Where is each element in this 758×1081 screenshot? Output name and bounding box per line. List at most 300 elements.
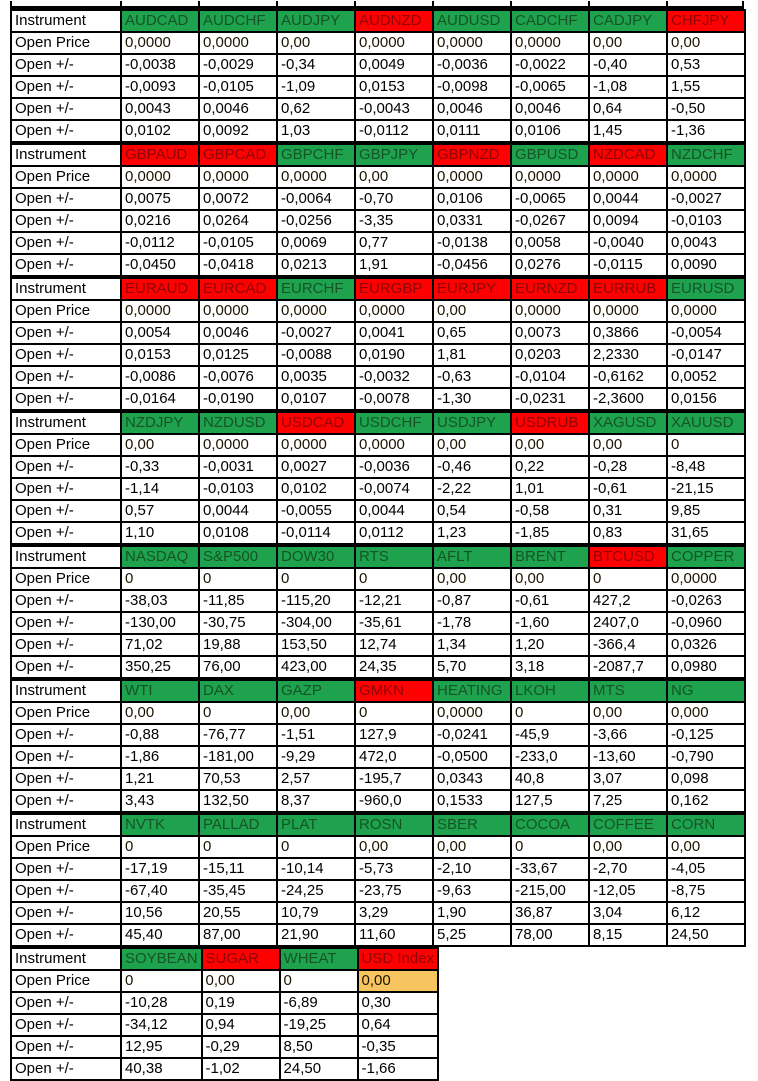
change-cell[interactable]: 0,31 — [589, 500, 667, 522]
change-cell[interactable]: 71,02 — [121, 634, 199, 656]
open-price-cell[interactable]: 0,00 — [433, 568, 511, 590]
change-cell[interactable]: 45,40 — [121, 924, 199, 946]
change-cell[interactable]: -9,63 — [433, 880, 511, 902]
change-cell[interactable]: -0,0500 — [433, 746, 511, 768]
change-cell[interactable]: 1,45 — [589, 120, 667, 142]
change-cell[interactable]: -67,40 — [121, 880, 199, 902]
instrument-header-cell[interactable]: CADJPY — [589, 10, 667, 32]
change-cell[interactable]: 0,0090 — [667, 254, 745, 276]
change-cell[interactable]: -2,3600 — [589, 388, 667, 410]
row-label-open-change[interactable]: Open +/- — [11, 98, 121, 120]
change-cell[interactable]: 36,87 — [511, 902, 589, 924]
row-label-instrument[interactable]: Instrument — [11, 546, 121, 568]
change-cell[interactable]: -181,00 — [199, 746, 277, 768]
open-price-cell[interactable]: 0,000 — [667, 702, 745, 724]
open-price-cell[interactable]: 0 — [355, 702, 433, 724]
change-cell[interactable]: -0,0064 — [277, 188, 355, 210]
open-price-cell[interactable]: 0,00 — [358, 970, 439, 992]
row-label-open-price[interactable]: Open Price — [11, 434, 121, 456]
change-cell[interactable]: 0,0046 — [433, 98, 511, 120]
change-cell[interactable]: -1,78 — [433, 612, 511, 634]
change-cell[interactable]: -8,48 — [667, 456, 745, 478]
change-cell[interactable]: 1,55 — [667, 76, 745, 98]
change-cell[interactable]: 0,0276 — [511, 254, 589, 276]
change-cell[interactable]: -0,46 — [433, 456, 511, 478]
instrument-header-cell[interactable]: EURGBP — [355, 278, 433, 300]
row-label-open-change[interactable]: Open +/- — [11, 322, 121, 344]
row-label-instrument[interactable]: Instrument — [11, 814, 121, 836]
change-cell[interactable]: 10,79 — [277, 902, 355, 924]
change-cell[interactable]: -76,77 — [199, 724, 277, 746]
change-cell[interactable]: 0,0069 — [277, 232, 355, 254]
change-cell[interactable]: 0,0343 — [433, 768, 511, 790]
instrument-header-cell[interactable]: AUDCAD — [121, 10, 199, 32]
row-label-open-change[interactable]: Open +/- — [11, 232, 121, 254]
open-price-cell[interactable]: 0 — [355, 568, 433, 590]
change-cell[interactable]: 1,34 — [433, 634, 511, 656]
instrument-header-cell[interactable]: NZDCAD — [589, 144, 667, 166]
open-price-cell[interactable]: 0,0000 — [667, 300, 745, 322]
row-label-open-change[interactable]: Open +/- — [11, 500, 121, 522]
row-label-open-change[interactable]: Open +/- — [11, 746, 121, 768]
change-cell[interactable]: -1,51 — [277, 724, 355, 746]
change-cell[interactable]: 0,83 — [589, 522, 667, 544]
change-cell[interactable]: -0,0065 — [511, 188, 589, 210]
row-label-open-change[interactable]: Open +/- — [11, 522, 121, 544]
open-price-cell[interactable]: 0,0000 — [199, 166, 277, 188]
change-cell[interactable]: 0,0203 — [511, 344, 589, 366]
change-cell[interactable]: 1,21 — [121, 768, 199, 790]
instrument-header-cell[interactable]: USDCAD — [277, 412, 355, 434]
change-cell[interactable]: 0,0106 — [433, 188, 511, 210]
row-label-instrument[interactable]: Instrument — [11, 278, 121, 300]
change-cell[interactable]: -0,50 — [667, 98, 745, 120]
row-label-open-change[interactable]: Open +/- — [11, 880, 121, 902]
change-cell[interactable]: 0,54 — [433, 500, 511, 522]
change-cell[interactable]: -15,11 — [199, 858, 277, 880]
change-cell[interactable]: 0,0156 — [667, 388, 745, 410]
instrument-header-cell[interactable]: GBPUSD — [511, 144, 589, 166]
change-cell[interactable]: 0,65 — [433, 322, 511, 344]
change-cell[interactable]: -0,29 — [202, 1036, 280, 1058]
row-label-open-change[interactable]: Open +/- — [11, 1014, 121, 1036]
change-cell[interactable]: -2,70 — [589, 858, 667, 880]
change-cell[interactable]: -0,0103 — [667, 210, 745, 232]
change-cell[interactable]: -10,28 — [121, 992, 202, 1014]
change-cell[interactable]: 0,0035 — [277, 366, 355, 388]
change-cell[interactable]: 1,03 — [277, 120, 355, 142]
change-cell[interactable]: -0,0043 — [355, 98, 433, 120]
change-cell[interactable]: 0,0111 — [433, 120, 511, 142]
open-price-cell[interactable]: 0,00 — [589, 702, 667, 724]
open-price-cell[interactable]: 0,0000 — [433, 702, 511, 724]
change-cell[interactable]: -0,0114 — [277, 522, 355, 544]
change-cell[interactable]: 20,55 — [199, 902, 277, 924]
open-price-cell[interactable]: 0 — [667, 434, 745, 456]
change-cell[interactable]: 153,50 — [277, 634, 355, 656]
change-cell[interactable]: -0,0055 — [277, 500, 355, 522]
row-label-open-change[interactable]: Open +/- — [11, 478, 121, 500]
change-cell[interactable]: -0,34 — [277, 54, 355, 76]
change-cell[interactable]: -2,22 — [433, 478, 511, 500]
open-price-cell[interactable]: 0,0000 — [199, 300, 277, 322]
row-label-open-change[interactable]: Open +/- — [11, 768, 121, 790]
change-cell[interactable]: 24,50 — [667, 924, 745, 946]
change-cell[interactable]: -33,67 — [511, 858, 589, 880]
change-cell[interactable]: 0,0043 — [121, 98, 199, 120]
change-cell[interactable]: -0,0032 — [355, 366, 433, 388]
change-cell[interactable]: 40,38 — [121, 1058, 202, 1080]
change-cell[interactable]: 1,20 — [511, 634, 589, 656]
change-cell[interactable]: 132,50 — [199, 790, 277, 812]
instrument-header-cell[interactable]: HEATING — [433, 680, 511, 702]
open-price-cell[interactable]: 0,00 — [433, 434, 511, 456]
change-cell[interactable]: 12,95 — [121, 1036, 202, 1058]
change-cell[interactable]: 427,2 — [589, 590, 667, 612]
open-price-cell[interactable]: 0,00 — [355, 166, 433, 188]
instrument-header-cell[interactable]: EURCHF — [277, 278, 355, 300]
change-cell[interactable]: -23,75 — [355, 880, 433, 902]
change-cell[interactable]: 8,37 — [277, 790, 355, 812]
open-price-cell[interactable]: 0,0000 — [121, 166, 199, 188]
change-cell[interactable]: 0,0092 — [199, 120, 277, 142]
row-label-open-change[interactable]: Open +/- — [11, 54, 121, 76]
change-cell[interactable]: -0,6162 — [589, 366, 667, 388]
open-price-cell[interactable]: 0,00 — [589, 836, 667, 858]
instrument-header-cell[interactable]: USDJPY — [433, 412, 511, 434]
change-cell[interactable]: 0,64 — [589, 98, 667, 120]
open-price-cell[interactable]: 0 — [511, 702, 589, 724]
change-cell[interactable]: 0,0213 — [277, 254, 355, 276]
change-cell[interactable]: 0,0107 — [277, 388, 355, 410]
instrument-header-cell[interactable]: XAUUSD — [667, 412, 745, 434]
change-cell[interactable]: -0,70 — [355, 188, 433, 210]
change-cell[interactable]: -35,45 — [199, 880, 277, 902]
change-cell[interactable]: -11,85 — [199, 590, 277, 612]
change-cell[interactable]: -366,4 — [589, 634, 667, 656]
change-cell[interactable]: 40,8 — [511, 768, 589, 790]
change-cell[interactable]: -0,0065 — [511, 76, 589, 98]
row-label-instrument[interactable]: Instrument — [11, 680, 121, 702]
change-cell[interactable]: -0,0036 — [433, 54, 511, 76]
change-cell[interactable]: 127,9 — [355, 724, 433, 746]
change-cell[interactable]: -0,88 — [121, 724, 199, 746]
instrument-header-cell[interactable]: NZDJPY — [121, 412, 199, 434]
change-cell[interactable]: -0,0031 — [199, 456, 277, 478]
instrument-header-cell[interactable]: COPPER — [667, 546, 745, 568]
row-label-open-change[interactable]: Open +/- — [11, 992, 121, 1014]
row-label-open-change[interactable]: Open +/- — [11, 388, 121, 410]
open-price-cell[interactable]: 0,00 — [355, 836, 433, 858]
change-cell[interactable]: 0,0102 — [277, 478, 355, 500]
change-cell[interactable]: 0,0044 — [199, 500, 277, 522]
instrument-header-cell[interactable]: WHEAT — [280, 948, 358, 970]
open-price-cell[interactable]: 0,00 — [667, 32, 745, 54]
instrument-header-cell[interactable]: SBER — [433, 814, 511, 836]
row-label-open-change[interactable]: Open +/- — [11, 612, 121, 634]
change-cell[interactable]: -21,15 — [667, 478, 745, 500]
open-price-cell[interactable]: 0,0000 — [121, 32, 199, 54]
row-label-open-change[interactable]: Open +/- — [11, 656, 121, 678]
change-cell[interactable]: -0,0086 — [121, 366, 199, 388]
change-cell[interactable]: 0,0044 — [589, 188, 667, 210]
instrument-header-cell[interactable]: AFLT — [433, 546, 511, 568]
change-cell[interactable]: -19,25 — [280, 1014, 358, 1036]
change-cell[interactable]: 0,94 — [202, 1014, 280, 1036]
change-cell[interactable]: 0,0153 — [355, 76, 433, 98]
instrument-header-cell[interactable]: S&P500 — [199, 546, 277, 568]
change-cell[interactable]: -1,86 — [121, 746, 199, 768]
open-price-cell[interactable]: 0,0000 — [355, 300, 433, 322]
instrument-header-cell[interactable]: NVTK — [121, 814, 199, 836]
row-label-open-price[interactable]: Open Price — [11, 836, 121, 858]
instrument-header-cell[interactable]: AUDJPY — [277, 10, 355, 32]
change-cell[interactable]: -0,0112 — [121, 232, 199, 254]
change-cell[interactable]: -0,0036 — [355, 456, 433, 478]
instrument-header-cell[interactable]: MTS — [589, 680, 667, 702]
change-cell[interactable]: 0,62 — [277, 98, 355, 120]
change-cell[interactable]: -2,10 — [433, 858, 511, 880]
change-cell[interactable]: -0,125 — [667, 724, 745, 746]
change-cell[interactable]: -0,0456 — [433, 254, 511, 276]
change-cell[interactable]: 1,91 — [355, 254, 433, 276]
open-price-cell[interactable]: 0,0000 — [667, 568, 745, 590]
row-label-open-price[interactable]: Open Price — [11, 166, 121, 188]
change-cell[interactable]: 0,0046 — [199, 98, 277, 120]
change-cell[interactable]: -12,05 — [589, 880, 667, 902]
row-label-instrument[interactable]: Instrument — [11, 412, 121, 434]
row-label-open-change[interactable]: Open +/- — [11, 120, 121, 142]
change-cell[interactable]: -304,00 — [277, 612, 355, 634]
instrument-header-cell[interactable]: GBPCHF — [277, 144, 355, 166]
change-cell[interactable]: 24,35 — [355, 656, 433, 678]
instrument-header-cell[interactable]: XAGUSD — [589, 412, 667, 434]
change-cell[interactable]: -1,08 — [589, 76, 667, 98]
change-cell[interactable]: 0,0331 — [433, 210, 511, 232]
instrument-header-cell[interactable]: GBPCAD — [199, 144, 277, 166]
open-price-cell[interactable]: 0,0000 — [433, 32, 511, 54]
instrument-header-cell[interactable]: BTCUSD — [589, 546, 667, 568]
change-cell[interactable]: -233,0 — [511, 746, 589, 768]
open-price-cell[interactable]: 0 — [199, 836, 277, 858]
change-cell[interactable]: 3,07 — [589, 768, 667, 790]
instrument-header-cell[interactable]: EURNZD — [511, 278, 589, 300]
change-cell[interactable]: 0,0264 — [199, 210, 277, 232]
open-price-cell[interactable]: 0 — [280, 970, 358, 992]
change-cell[interactable]: 0,1533 — [433, 790, 511, 812]
instrument-header-cell[interactable]: SOYBEAN — [121, 948, 202, 970]
change-cell[interactable]: -0,0263 — [667, 590, 745, 612]
change-cell[interactable]: -0,0190 — [199, 388, 277, 410]
open-price-cell[interactable]: 0,0000 — [355, 32, 433, 54]
open-price-cell[interactable]: 0 — [511, 836, 589, 858]
instrument-header-cell[interactable]: AUDUSD — [433, 10, 511, 32]
change-cell[interactable]: -0,35 — [358, 1036, 439, 1058]
instrument-header-cell[interactable]: DOW30 — [277, 546, 355, 568]
change-cell[interactable]: 0,0072 — [199, 188, 277, 210]
change-cell[interactable]: -0,63 — [433, 366, 511, 388]
change-cell[interactable]: -24,25 — [277, 880, 355, 902]
change-cell[interactable]: -45,9 — [511, 724, 589, 746]
change-cell[interactable]: 0,0027 — [277, 456, 355, 478]
change-cell[interactable]: 0,0054 — [121, 322, 199, 344]
change-cell[interactable]: 2407,0 — [589, 612, 667, 634]
row-label-open-change[interactable]: Open +/- — [11, 1036, 121, 1058]
change-cell[interactable]: 9,85 — [667, 500, 745, 522]
change-cell[interactable]: 21,90 — [277, 924, 355, 946]
instrument-header-cell[interactable]: NASDAQ — [121, 546, 199, 568]
change-cell[interactable]: -2087,7 — [589, 656, 667, 678]
change-cell[interactable]: 78,00 — [511, 924, 589, 946]
row-label-open-change[interactable]: Open +/- — [11, 1058, 121, 1080]
change-cell[interactable]: 0,098 — [667, 768, 745, 790]
change-cell[interactable]: 0,0112 — [355, 522, 433, 544]
open-price-cell[interactable]: 0,0000 — [589, 300, 667, 322]
open-price-cell[interactable]: 0,00 — [121, 434, 199, 456]
change-cell[interactable]: -0,61 — [511, 590, 589, 612]
change-cell[interactable]: -13,60 — [589, 746, 667, 768]
instrument-header-cell[interactable]: PLAT — [277, 814, 355, 836]
instrument-header-cell[interactable]: COFFEE — [589, 814, 667, 836]
change-cell[interactable]: -0,0418 — [199, 254, 277, 276]
open-price-cell[interactable]: 0,00 — [277, 32, 355, 54]
open-price-cell[interactable]: 0,00 — [511, 568, 589, 590]
open-price-cell[interactable]: 0,00 — [433, 300, 511, 322]
change-cell[interactable]: -0,33 — [121, 456, 199, 478]
change-cell[interactable]: -1,36 — [667, 120, 745, 142]
change-cell[interactable]: -960,0 — [355, 790, 433, 812]
change-cell[interactable]: -0,0027 — [277, 322, 355, 344]
change-cell[interactable]: 423,00 — [277, 656, 355, 678]
open-price-cell[interactable]: 0,0000 — [511, 166, 589, 188]
instrument-header-cell[interactable]: ROSN — [355, 814, 433, 836]
open-price-cell[interactable]: 0,0000 — [277, 300, 355, 322]
instrument-header-cell[interactable]: AUDCHF — [199, 10, 277, 32]
open-price-cell[interactable]: 0,00 — [202, 970, 280, 992]
change-cell[interactable]: -34,12 — [121, 1014, 202, 1036]
open-price-cell[interactable]: 0,0000 — [277, 166, 355, 188]
change-cell[interactable]: 3,43 — [121, 790, 199, 812]
open-price-cell[interactable]: 0,0000 — [199, 32, 277, 54]
row-label-open-change[interactable]: Open +/- — [11, 366, 121, 388]
change-cell[interactable]: 0,0073 — [511, 322, 589, 344]
change-cell[interactable]: -1,60 — [511, 612, 589, 634]
change-cell[interactable]: -0,0078 — [355, 388, 433, 410]
row-label-open-price[interactable]: Open Price — [11, 300, 121, 322]
change-cell[interactable]: -115,20 — [277, 590, 355, 612]
row-label-instrument[interactable]: Instrument — [11, 948, 121, 970]
open-price-cell[interactable]: 0,0000 — [355, 434, 433, 456]
change-cell[interactable]: -0,0022 — [511, 54, 589, 76]
change-cell[interactable]: -0,0093 — [121, 76, 199, 98]
row-label-open-change[interactable]: Open +/- — [11, 210, 121, 232]
change-cell[interactable]: 0,0041 — [355, 322, 433, 344]
change-cell[interactable]: -0,0241 — [433, 724, 511, 746]
change-cell[interactable]: 2,2330 — [589, 344, 667, 366]
change-cell[interactable]: 0,0075 — [121, 188, 199, 210]
change-cell[interactable]: -35,61 — [355, 612, 433, 634]
change-cell[interactable]: 0,0046 — [511, 98, 589, 120]
open-price-cell[interactable]: 0 — [121, 568, 199, 590]
instrument-header-cell[interactable]: AUDNZD — [355, 10, 433, 32]
change-cell[interactable]: -4,05 — [667, 858, 745, 880]
open-price-cell[interactable]: 0,00 — [121, 702, 199, 724]
change-cell[interactable]: -1,14 — [121, 478, 199, 500]
change-cell[interactable]: -30,75 — [199, 612, 277, 634]
change-cell[interactable]: 0,0108 — [199, 522, 277, 544]
change-cell[interactable]: 0,3866 — [589, 322, 667, 344]
instrument-header-cell[interactable]: PALLAD — [199, 814, 277, 836]
instrument-header-cell[interactable]: USDCHF — [355, 412, 433, 434]
change-cell[interactable]: 24,50 — [280, 1058, 358, 1080]
change-cell[interactable]: 0,0326 — [667, 634, 745, 656]
row-label-open-change[interactable]: Open +/- — [11, 924, 121, 946]
change-cell[interactable]: -130,00 — [121, 612, 199, 634]
open-price-cell[interactable]: 0,0000 — [277, 434, 355, 456]
change-cell[interactable]: -1,02 — [202, 1058, 280, 1080]
instrument-header-cell[interactable]: EURJPY — [433, 278, 511, 300]
change-cell[interactable]: -0,0029 — [199, 54, 277, 76]
change-cell[interactable]: -0,0231 — [511, 388, 589, 410]
instrument-header-cell[interactable]: CHFJPY — [667, 10, 745, 32]
change-cell[interactable]: 70,53 — [199, 768, 277, 790]
change-cell[interactable]: -1,09 — [277, 76, 355, 98]
change-cell[interactable]: 11,60 — [355, 924, 433, 946]
open-price-cell[interactable]: 0,0000 — [199, 434, 277, 456]
change-cell[interactable]: 0,30 — [358, 992, 439, 1014]
change-cell[interactable]: 0,19 — [202, 992, 280, 1014]
instrument-header-cell[interactable]: EURRUB — [589, 278, 667, 300]
row-label-open-change[interactable]: Open +/- — [11, 254, 121, 276]
open-price-cell[interactable]: 0,0000 — [667, 166, 745, 188]
instrument-header-cell[interactable]: EURUSD — [667, 278, 745, 300]
change-cell[interactable]: -0,0164 — [121, 388, 199, 410]
change-cell[interactable]: -0,0267 — [511, 210, 589, 232]
change-cell[interactable]: 3,29 — [355, 902, 433, 924]
open-price-cell[interactable]: 0,00 — [589, 434, 667, 456]
instrument-header-cell[interactable]: CADCHF — [511, 10, 589, 32]
change-cell[interactable]: -10,14 — [277, 858, 355, 880]
instrument-header-cell[interactable]: GBPAUD — [121, 144, 199, 166]
change-cell[interactable]: 76,00 — [199, 656, 277, 678]
change-cell[interactable]: 10,56 — [121, 902, 199, 924]
change-cell[interactable]: 0,0125 — [199, 344, 277, 366]
instrument-header-cell[interactable]: GBPJPY — [355, 144, 433, 166]
open-price-cell[interactable]: 0 — [199, 702, 277, 724]
row-label-open-change[interactable]: Open +/- — [11, 858, 121, 880]
change-cell[interactable]: -12,21 — [355, 590, 433, 612]
change-cell[interactable]: 472,0 — [355, 746, 433, 768]
row-label-instrument[interactable]: Instrument — [11, 10, 121, 32]
change-cell[interactable]: 350,25 — [121, 656, 199, 678]
change-cell[interactable]: 2,57 — [277, 768, 355, 790]
change-cell[interactable]: -0,0038 — [121, 54, 199, 76]
instrument-header-cell[interactable]: BRENT — [511, 546, 589, 568]
open-price-cell[interactable]: 0,00 — [589, 32, 667, 54]
change-cell[interactable]: -0,0076 — [199, 366, 277, 388]
change-cell[interactable]: 1,10 — [121, 522, 199, 544]
open-price-cell[interactable]: 0,00 — [277, 702, 355, 724]
change-cell[interactable]: -0,0074 — [355, 478, 433, 500]
change-cell[interactable]: -0,0054 — [667, 322, 745, 344]
change-cell[interactable]: -6,89 — [280, 992, 358, 1014]
change-cell[interactable]: 0,0049 — [355, 54, 433, 76]
open-price-cell[interactable]: 0,0000 — [511, 300, 589, 322]
row-label-open-change[interactable]: Open +/- — [11, 634, 121, 656]
change-cell[interactable]: -3,66 — [589, 724, 667, 746]
change-cell[interactable]: 87,00 — [199, 924, 277, 946]
change-cell[interactable]: -0,790 — [667, 746, 745, 768]
